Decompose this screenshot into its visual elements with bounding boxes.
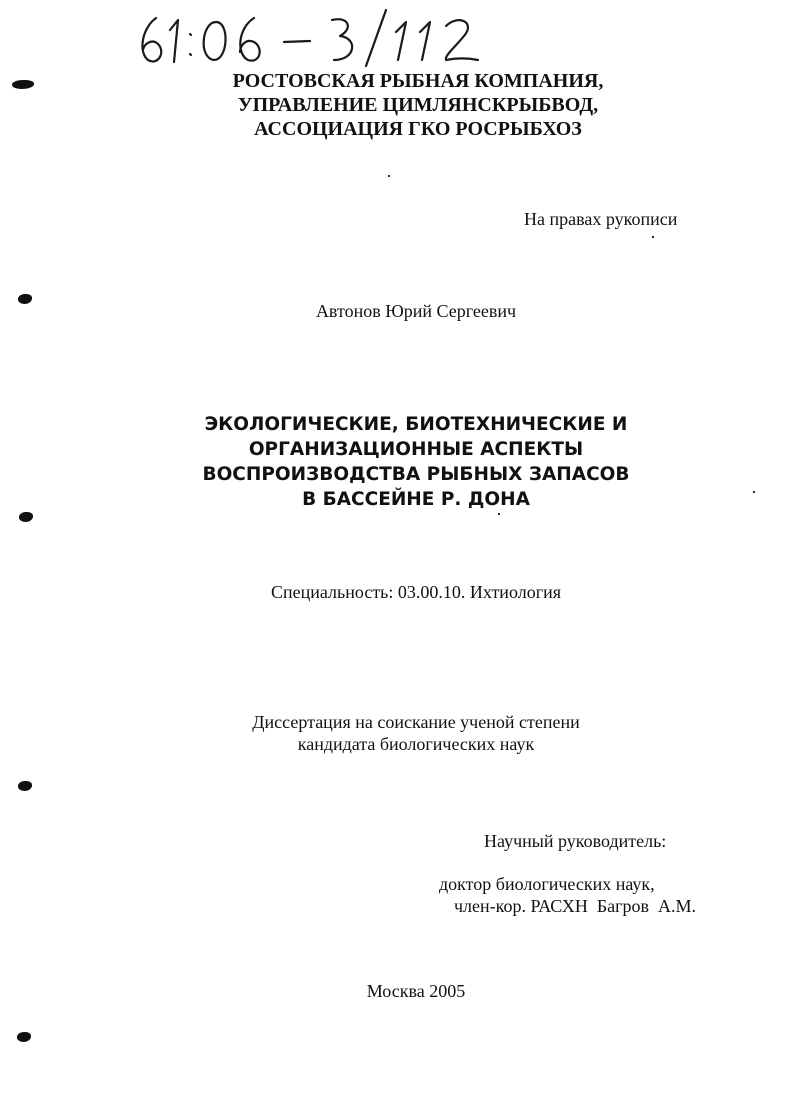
- title-line: ЭКОЛОГИЧЕСКИЕ, БИОТЕХНИЧЕСКИЕ И: [204, 414, 628, 435]
- binding-hole-mark: [18, 781, 32, 791]
- title-line: ОРГАНИЗАЦИОННЫЕ АСПЕКТЫ: [248, 439, 584, 460]
- binding-hole-mark: [19, 512, 33, 522]
- organization-line: АССОЦИАЦИЯ ГКО РОСРЫБХОЗ: [254, 118, 582, 140]
- organization-line: УПРАВЛЕНИЕ ЦИМЛЯНСКРЫБВОД,: [237, 94, 599, 116]
- archive-code-text: [494, 8, 495, 9]
- dissertation-title: [0, 412, 798, 512]
- scan-speck: [652, 236, 654, 238]
- binding-hole-mark: [17, 1032, 31, 1042]
- organization-header: [0, 69, 798, 141]
- author-name: Автонов Юрий Сергеевич: [315, 301, 517, 321]
- degree-line: кандидата биологических наук: [297, 734, 535, 754]
- handwritten-archive-code: [134, 8, 494, 68]
- city-year: Москва 2005: [366, 981, 466, 1001]
- specialty: Специальность: 03.00.10. Ихтиология: [271, 582, 561, 602]
- title-line: В БАССЕЙНЕ Р. ДОНА: [302, 489, 530, 510]
- scan-speck: [498, 513, 500, 515]
- advisor-degree: доктор биологических наук,: [439, 874, 655, 894]
- advisor-name: член-кор. РАСХН Багров А.М.: [454, 896, 697, 916]
- handwritten-archive-code-strokes: [134, 8, 494, 68]
- advisor-label: Научный руководитель:: [484, 831, 667, 851]
- scan-speck: [388, 175, 390, 177]
- organization-line: РОСТОВСКАЯ РЫБНАЯ КОМПАНИЯ,: [232, 70, 604, 92]
- rights-note: На правах рукописи: [524, 209, 678, 229]
- degree-statement: [0, 711, 798, 755]
- title-line: ВОСПРОИЗВОДСТВА РЫБНЫХ ЗАПАСОВ: [202, 464, 630, 485]
- degree-line: Диссертация на соискание ученой степени: [252, 712, 580, 732]
